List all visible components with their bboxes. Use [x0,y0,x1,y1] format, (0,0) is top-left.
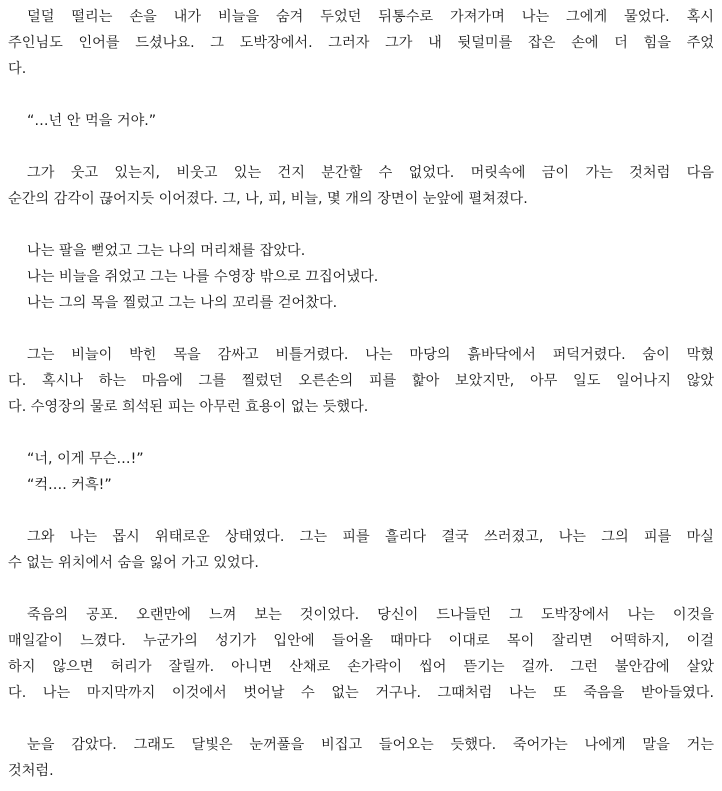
text-line: 순간의 감각이 끊어지듯 이어졌다. 그, 나, 피, 비늘, 몇 개의 장면이 눈앞에 펼쳐졌다. [8,191,528,207]
dialogue-line: “너, 이게 무슨…!” [27,451,144,467]
text-line: 눈을 감았다. 그래도 달빛은 눈꺼풀을 비집고 들어오는 듯했다. 죽어가는 나에게 말을 거는 [27,737,714,753]
text-line: 하지 않으면 허리가 잘릴까. 아니면 산채로 손가락이 씹어 뜯기는 걸까. 그런 불안감에 살았 [8,659,714,675]
text-line: 그와 나는 몹시 위태로운 상태였다. 그는 피를 흘리다 결국 쓰러졌고, 나는 그의 피를 마실 [27,529,714,545]
text-line: 나는 팔을 뻗었고 그는 나의 머리채를 잡았다. [27,243,306,259]
paragraph-8 [8,602,714,706]
text-line: 나는 그의 목을 찔렀고 그는 나의 꼬리를 걷어찼다. [27,295,338,311]
paragraph-9 [8,732,714,784]
paragraph-2 [8,108,714,134]
text-line: 매일같이 느꼈다. 누군가의 성기가 입안에 들어올 때마다 이대로 목이 잘리면 어떡하지, 이걸 [8,633,714,649]
text-line: 그는 비늘이 박힌 목을 감싸고 비틀거렸다. 나는 마당의 흙바닥에서 퍼덕거렸다. 숨이 막혔 [27,347,714,363]
text-line: 다. 수영장의 물로 희석된 피는 아무런 효용이 없는 듯했다. [8,399,369,415]
text-line: 덜덜 떨리는 손을 내가 비늘을 숨겨 두었던 뒤통수로 가져가며 나는 그에게 물었다. 혹시 [27,9,714,25]
text-line: 다. 나는 마지막까지 이것에서 벗어날 수 없는 거구나. 그때처럼 나는 또 죽음을 받아들였다. [8,685,714,701]
dialogue-line: “…넌 안 먹을 거야.” [27,113,157,129]
paragraph-6 [8,446,714,498]
text-line: 나는 비늘을 쥐었고 그는 나를 수영장 밖으로 끄집어냈다. [27,269,379,285]
paragraph-4 [8,238,714,316]
text-line: 수 없는 위치에서 숨을 잃어 가고 있었다. [8,555,259,571]
text-line: 그가 웃고 있는지, 비웃고 있는 건지 분간할 수 없었다. 머릿속에 금이 가는 것처럼 다음 [27,165,714,181]
paragraph-5 [8,342,714,420]
text-line: 것처럼. [8,763,54,779]
paragraph-7 [8,524,714,576]
text-line: 죽음의 공포. 오랜만에 느껴 보는 것이었다. 당신이 드나들던 그 도박장에서 나는 이것을 [27,607,714,623]
paragraph-3 [8,160,714,212]
dialogue-line: “컥…. 커흑!” [27,477,112,493]
paragraph-1 [8,4,714,82]
text-line: 주인님도 인어를 드셨나요. 그 도박장에서. 그러자 그가 내 뒷덜미를 잡은 손에 더 힘을 주었 [8,35,714,51]
text-line: 다. [8,61,27,77]
text-line: 다. 혹시나 하는 마음에 그를 찔렀던 오른손의 피를 핥아 보았지만, 아무 일도 일어나지 않았 [8,373,714,389]
